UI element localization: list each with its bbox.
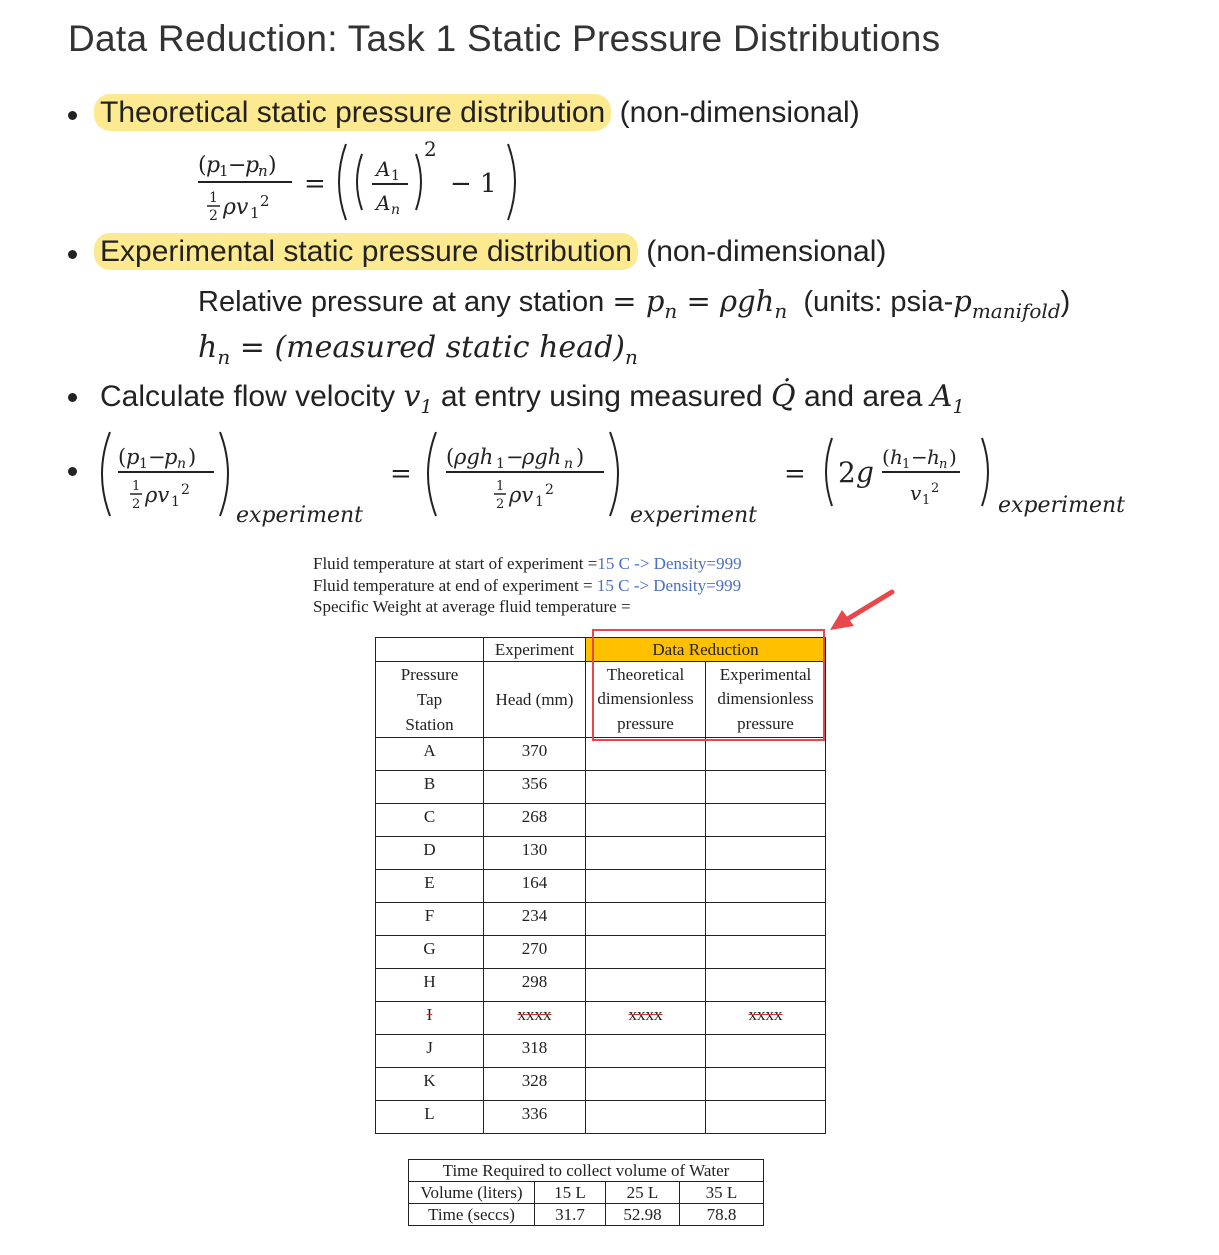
note-end-temp: Fluid temperature at end of experiment = 15 C -> Density=999 bbox=[313, 575, 742, 595]
station-cell: D bbox=[376, 837, 484, 870]
bullet-dot bbox=[68, 111, 77, 120]
theoretical-equation-svg bbox=[196, 136, 526, 228]
table-row bbox=[376, 1035, 826, 1068]
table-row bbox=[376, 837, 826, 870]
svg-text:v: v bbox=[910, 481, 922, 505]
volume-35: 35 L bbox=[680, 1182, 764, 1204]
svg-text:ρv: ρv bbox=[145, 483, 170, 507]
svg-text:h: h bbox=[890, 445, 903, 469]
velocity-text-post: and area bbox=[804, 380, 923, 413]
svg-text:ρgh: ρgh bbox=[522, 445, 562, 469]
experimental-cell bbox=[706, 771, 826, 804]
experimental-cell bbox=[706, 804, 826, 837]
svg-text:): ) bbox=[949, 445, 957, 469]
svg-text:1: 1 bbox=[902, 457, 911, 472]
table-row bbox=[376, 903, 826, 936]
page-title: Data Reduction: Task 1 Static Pressure Distributions bbox=[68, 18, 941, 59]
time-label: Time (seccs) bbox=[409, 1204, 535, 1226]
svg-text:− 1: − 1 bbox=[450, 169, 497, 199]
highlight-theoretical: Theoretical static pressure distribution bbox=[94, 94, 611, 131]
col-theoretical: Theoretical dimensionless pressure bbox=[586, 662, 706, 738]
non-dimensional-label: (non-dimensional) bbox=[646, 235, 887, 268]
theoretical-cell: xxxx bbox=[586, 1002, 706, 1035]
svg-text:1: 1 bbox=[171, 494, 180, 510]
head-cell: 318 bbox=[484, 1035, 586, 1068]
station-cell: J bbox=[376, 1035, 484, 1068]
svg-text:−: − bbox=[506, 445, 524, 469]
col-experimental: Experimental dimensionless pressure bbox=[706, 662, 826, 738]
experiment-subscript: experiment bbox=[998, 493, 1125, 518]
experiment-subscript: experiment bbox=[630, 503, 757, 528]
station-cell: C bbox=[376, 804, 484, 837]
station-cell: E bbox=[376, 870, 484, 903]
table-row bbox=[376, 936, 826, 969]
station-cell: B bbox=[376, 771, 484, 804]
non-dimensional-label: (non-dimensional) bbox=[619, 96, 860, 129]
table-row bbox=[376, 738, 826, 771]
svg-text:n: n bbox=[177, 456, 187, 472]
head-cell: 336 bbox=[484, 1101, 586, 1134]
svg-text:(: ( bbox=[198, 153, 207, 178]
theoretical-cell bbox=[586, 1035, 706, 1068]
svg-text:2: 2 bbox=[545, 482, 554, 498]
svg-text:p: p bbox=[164, 445, 178, 469]
station-cell: F bbox=[376, 903, 484, 936]
svg-text:ρgh: ρgh bbox=[454, 445, 494, 469]
svg-text:−: − bbox=[228, 153, 247, 178]
col-station: Pressure Tap Station bbox=[376, 662, 484, 738]
svg-text:h: h bbox=[927, 445, 940, 469]
head-cell: xxxx bbox=[484, 1002, 586, 1035]
velocity-text-pre: Calculate flow velocity bbox=[100, 380, 396, 413]
theoretical-cell bbox=[586, 804, 706, 837]
svg-text:1: 1 bbox=[922, 493, 931, 508]
relative-pressure-text: Relative pressure at any station bbox=[198, 286, 605, 318]
bullet-dot bbox=[68, 467, 77, 476]
head-cell: 298 bbox=[484, 969, 586, 1002]
note-start-temp: Fluid temperature at start of experiment =15 C -> Density=999 bbox=[313, 554, 742, 573]
theoretical-cell bbox=[586, 1101, 706, 1134]
volume-25: 25 L bbox=[606, 1182, 680, 1204]
svg-text:n: n bbox=[564, 456, 574, 472]
experimental-cell bbox=[706, 1068, 826, 1101]
head-definition-line: $h_n$ = (measured static $head)_n$ bbox=[198, 330, 638, 369]
svg-text:p: p bbox=[206, 153, 221, 178]
volume-15: 15 L bbox=[535, 1182, 606, 1204]
table-row bbox=[376, 870, 826, 903]
head-cell: 234 bbox=[484, 903, 586, 936]
svg-text:n: n bbox=[939, 457, 948, 472]
theoretical-cell bbox=[586, 1068, 706, 1101]
highlight-experimental: Experimental static pressure distribution bbox=[94, 233, 638, 270]
theoretical-cell bbox=[586, 738, 706, 771]
theoretical-cell bbox=[586, 870, 706, 903]
experimental-cell bbox=[706, 1035, 826, 1068]
head-cell: 328 bbox=[484, 1068, 586, 1101]
theoretical-cell bbox=[586, 903, 706, 936]
header-blank bbox=[376, 638, 484, 662]
svg-text:−: − bbox=[148, 445, 166, 469]
svg-text:A: A bbox=[376, 191, 391, 215]
svg-text:2: 2 bbox=[181, 482, 190, 498]
relative-pressure-line: Relative pressure at any station = $p_n = \rho gh_n$ (units: psia-$p_{manifold}$) bbox=[198, 284, 1071, 323]
note-specific-weight: Specific Weight at average fluid temperature = bbox=[313, 597, 631, 616]
station-cell: A bbox=[376, 738, 484, 771]
svg-text:2: 2 bbox=[838, 456, 856, 489]
units-subscript: manifold bbox=[971, 298, 1061, 323]
svg-text:2: 2 bbox=[260, 192, 270, 210]
svg-text:1: 1 bbox=[219, 162, 229, 180]
head-cell: 356 bbox=[484, 771, 586, 804]
svg-text:1: 1 bbox=[139, 456, 148, 472]
experiment-notes bbox=[313, 553, 742, 618]
head-cell: 270 bbox=[484, 936, 586, 969]
svg-text:n: n bbox=[391, 202, 401, 218]
svg-text:n: n bbox=[258, 162, 268, 180]
head-cell: 370 bbox=[484, 738, 586, 771]
theoretical-cell bbox=[586, 837, 706, 870]
col-head: Head (mm) bbox=[484, 662, 586, 738]
station-cell: I bbox=[376, 1002, 484, 1035]
units-text: (units: psia- bbox=[803, 286, 954, 318]
header-experiment: Experiment bbox=[484, 638, 586, 662]
experimental-cell bbox=[706, 903, 826, 936]
station-cell: H bbox=[376, 969, 484, 1002]
annotation-arrow-icon bbox=[826, 586, 898, 634]
table-row bbox=[376, 804, 826, 837]
station-cell: G bbox=[376, 936, 484, 969]
table-row bbox=[376, 1002, 826, 1035]
header-data-reduction: Data Reduction bbox=[586, 638, 826, 662]
svg-text:1: 1 bbox=[132, 479, 141, 494]
experimental-cell: xxxx bbox=[706, 1002, 826, 1035]
head-cell: 268 bbox=[484, 804, 586, 837]
svg-text:1: 1 bbox=[496, 479, 505, 494]
time-25: 52.98 bbox=[606, 1204, 680, 1226]
time-35: 78.8 bbox=[680, 1204, 764, 1226]
experimental-cell bbox=[706, 837, 826, 870]
theoretical-equation bbox=[196, 136, 526, 226]
svg-text:2: 2 bbox=[931, 481, 940, 496]
svg-text:=: = bbox=[784, 459, 806, 489]
bullet-theoretical bbox=[100, 96, 860, 130]
volume-label: Volume (liters) bbox=[409, 1182, 535, 1204]
svg-text:p: p bbox=[245, 153, 260, 178]
svg-text:A: A bbox=[376, 157, 391, 181]
experimental-cell bbox=[706, 738, 826, 771]
time-table-title: Time Required to collect volume of Water bbox=[409, 1160, 764, 1182]
velocity-text-mid: at entry using measured bbox=[440, 380, 763, 413]
experimental-cell bbox=[706, 936, 826, 969]
bullet-experimental bbox=[100, 235, 886, 269]
table-row bbox=[376, 1068, 826, 1101]
svg-text:ρv: ρv bbox=[509, 483, 534, 507]
theoretical-cell bbox=[586, 771, 706, 804]
table-row bbox=[376, 1101, 826, 1134]
annotation-highlight-box bbox=[592, 629, 825, 741]
svg-text:1: 1 bbox=[209, 190, 218, 206]
experimental-equation bbox=[96, 424, 1156, 534]
svg-text:2: 2 bbox=[496, 497, 505, 512]
table-row bbox=[376, 771, 826, 804]
table-row bbox=[376, 969, 826, 1002]
svg-text:p: p bbox=[126, 445, 140, 469]
experimental-cell bbox=[706, 969, 826, 1002]
svg-text:2: 2 bbox=[209, 208, 218, 224]
svg-text:): ) bbox=[188, 445, 197, 469]
experimental-cell bbox=[706, 1101, 826, 1134]
svg-text:(: ( bbox=[882, 445, 890, 469]
bullet-dot bbox=[68, 393, 77, 402]
svg-text:g: g bbox=[856, 456, 874, 489]
station-cell: K bbox=[376, 1068, 484, 1101]
theoretical-cell bbox=[586, 969, 706, 1002]
svg-text:ρv: ρv bbox=[223, 195, 249, 220]
svg-text:1: 1 bbox=[496, 456, 505, 472]
station-cell: L bbox=[376, 1101, 484, 1134]
svg-text:1: 1 bbox=[391, 168, 400, 184]
theoretical-cell bbox=[586, 936, 706, 969]
svg-text:): ) bbox=[576, 445, 585, 469]
experimental-cell bbox=[706, 870, 826, 903]
measured-static-head: (measured static head) bbox=[274, 330, 625, 365]
head-cell: 164 bbox=[484, 870, 586, 903]
svg-text:(: ( bbox=[118, 445, 127, 469]
svg-text:=: = bbox=[304, 169, 326, 199]
svg-text:1: 1 bbox=[250, 204, 260, 222]
svg-text:1: 1 bbox=[535, 494, 544, 510]
svg-text:): ) bbox=[268, 153, 277, 178]
experiment-subscript: experiment bbox=[236, 503, 363, 528]
time-15: 31.7 bbox=[535, 1204, 606, 1226]
svg-text:2: 2 bbox=[424, 137, 437, 161]
svg-text:(: ( bbox=[446, 445, 455, 469]
head-cell: 130 bbox=[484, 837, 586, 870]
svg-text:=: = bbox=[390, 459, 412, 489]
svg-text:−: − bbox=[911, 445, 928, 469]
experimental-equation-svg bbox=[96, 424, 1156, 534]
bullet-dot bbox=[68, 250, 77, 259]
svg-text:2: 2 bbox=[132, 497, 141, 512]
time-table bbox=[408, 1159, 764, 1226]
bullet-velocity: Calculate flow velocity $v_1$ at entry using measured Q̇ and area $A_1$ bbox=[100, 379, 965, 418]
